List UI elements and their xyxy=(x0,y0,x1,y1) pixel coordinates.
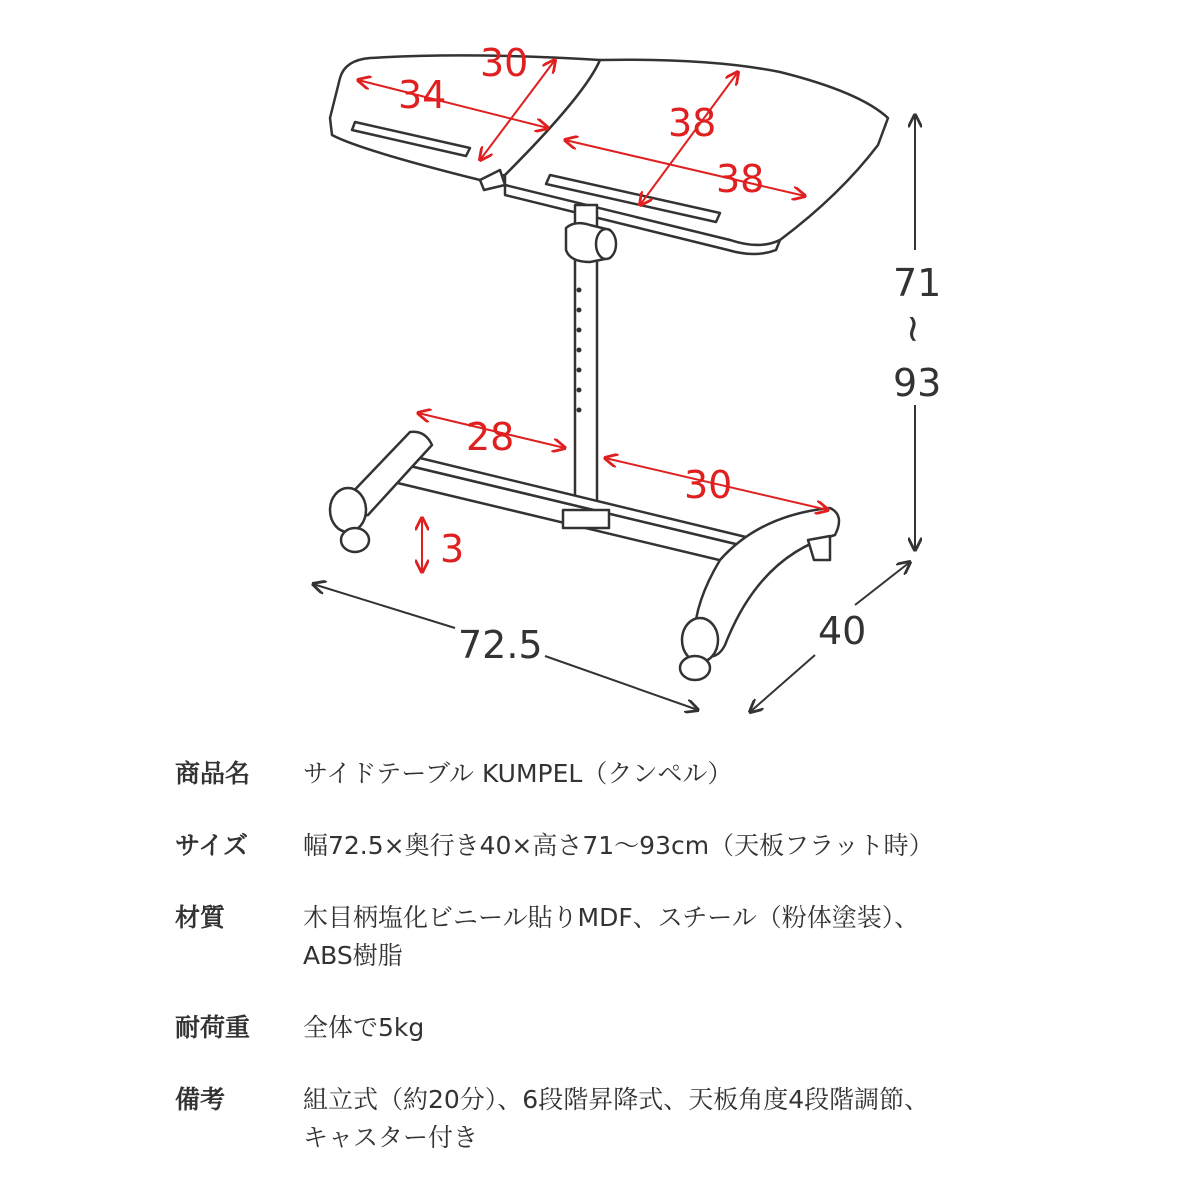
spec-value: 組立式（約20分）、6段階昇降式、天板角度4段階調節、 キャスター付き xyxy=(303,1085,930,1152)
spec-row-size xyxy=(175,827,1075,865)
spec-label: 備考 xyxy=(175,1085,226,1114)
spec-label: 商品名 xyxy=(175,759,251,788)
dim-height-separator: ~ xyxy=(892,313,936,345)
spec-label: 材質 xyxy=(175,903,226,932)
spec-value: 木目柄塩化ビニール貼りMDF、スチール（粉体塗装）、 ABS樹脂 xyxy=(303,903,920,970)
spec-row-product-name xyxy=(175,755,1075,793)
dim-height-max: 93 xyxy=(893,361,942,405)
dim-top-left-width: 34 xyxy=(398,73,447,117)
spec-row-material xyxy=(175,899,1075,975)
spec-row-load-capacity xyxy=(175,1009,1075,1047)
dim-caster-height: 3 xyxy=(440,527,465,571)
spec-value: 幅72.5×奥行き40×高さ71〜93cm（天板フラット時） xyxy=(303,831,934,860)
spec-label: 耐荷重 xyxy=(175,1013,251,1042)
dim-top-right-width: 38 xyxy=(716,157,765,201)
spec-value: サイドテーブル KUMPEL（クンペル） xyxy=(303,759,733,788)
table-illustration xyxy=(330,55,888,680)
spec-value: 全体で5kg xyxy=(303,1013,425,1042)
spec-table xyxy=(175,755,1075,1191)
dim-height-min: 71 xyxy=(893,261,942,305)
spec-row-notes xyxy=(175,1081,1075,1157)
dim-top-left-depth: 30 xyxy=(480,41,529,85)
dim-base-left: 28 xyxy=(466,415,515,459)
dim-base-right: 30 xyxy=(684,463,733,507)
dim-top-right-depth: 38 xyxy=(668,101,717,145)
spec-label: サイズ xyxy=(175,831,249,860)
dim-overall-width: 72.5 xyxy=(458,623,543,667)
dim-overall-depth: 40 xyxy=(818,609,867,653)
